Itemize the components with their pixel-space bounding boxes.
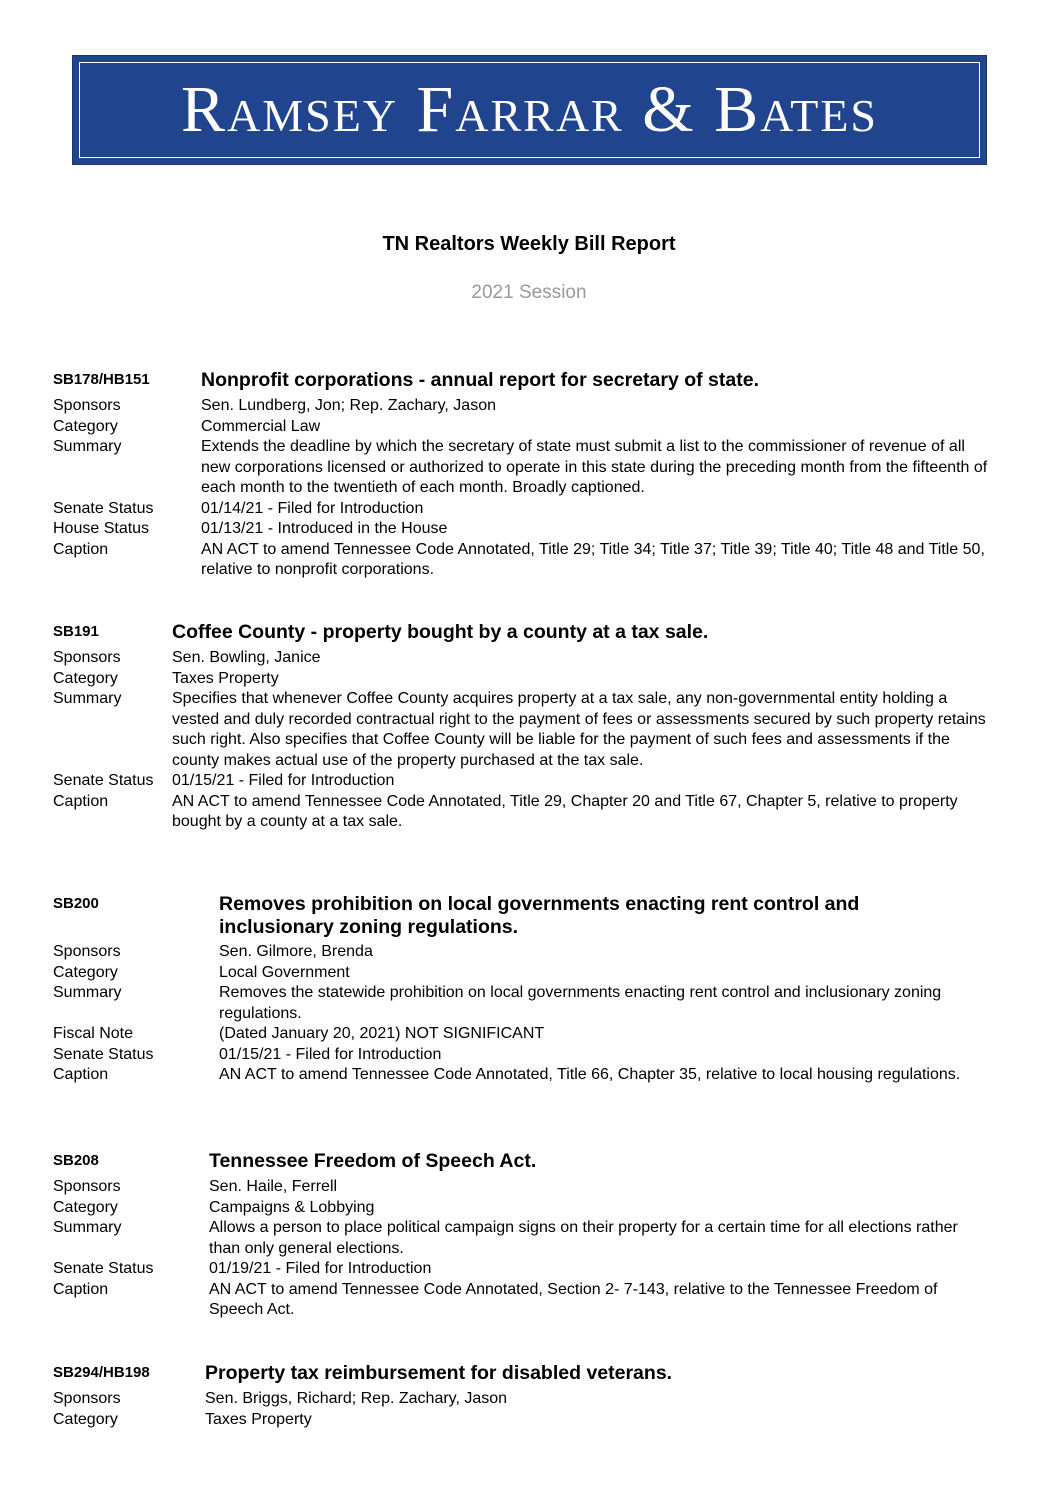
field-value: AN ACT to amend Tennessee Code Annotated, Title 29; Title 34; Title 37; Title 39; Title 40; Title 48 and Title 50, relative to nonprofit corporations. <box>201 540 985 578</box>
field-value: Taxes Property <box>172 669 279 687</box>
field-value: 01/15/21 - Filed for Introduction <box>219 1045 442 1063</box>
bill-field-row <box>53 689 993 771</box>
bill-field-row <box>53 1024 993 1045</box>
bill-entry <box>53 1364 993 1430</box>
field-label: Summary <box>53 984 122 1001</box>
field-label: Category <box>53 963 118 981</box>
field-value: Taxes Property <box>205 1410 312 1428</box>
field-value: (Dated January 20, 2021) NOT SIGNIFICANT <box>219 1025 545 1042</box>
bill-header <box>53 1364 993 1389</box>
bill-field-row <box>53 519 993 540</box>
field-value: 01/15/21 - Filed for Introduction <box>172 772 395 789</box>
field-label: Senate Status <box>53 772 154 789</box>
field-label: Senate Status <box>53 499 154 517</box>
field-value: 01/19/21 - Filed for Introduction <box>209 1260 432 1277</box>
bill-headline: Removes prohibition on local governments enacting rent control and inclusionary zoning regulations. <box>219 893 860 938</box>
field-value: AN ACT to amend Tennessee Code Annotated, Title 29, Chapter 20 and Title 67, Chapter 5, relative to property bought by a county at a tax sale. <box>172 792 958 830</box>
bill-header <box>53 371 993 396</box>
field-value: Removes the statewide prohibition on local governments enacting rent control and inclusionary zoning regulations. <box>219 984 942 1022</box>
bill-number: SB294/HB198 <box>53 1364 150 1381</box>
bill-entry <box>53 1152 993 1321</box>
bill-entry <box>53 371 993 581</box>
bill-field-row <box>53 1410 993 1431</box>
field-label: Senate Status <box>53 1045 154 1063</box>
bill-field-row <box>53 396 993 417</box>
field-label: Summary <box>53 438 122 455</box>
bill-field-row <box>53 1177 993 1198</box>
bill-number: SB208 <box>53 1152 99 1169</box>
field-value: AN ACT to amend Tennessee Code Annotated, Section 2- 7-143, relative to the Tennessee Freedom of Speech Act. <box>209 1280 938 1318</box>
field-value: Allows a person to place political campaign signs on their property for a certain time for all elections rather than only general elections. <box>209 1219 958 1257</box>
bill-field-row <box>53 1280 993 1321</box>
bill-field-row <box>53 983 993 1024</box>
report-title: TN Realtors Weekly Bill Report <box>382 233 676 255</box>
field-value: AN ACT to amend Tennessee Code Annotated, Title 66, Chapter 35, relative to local housing regulations. <box>219 1066 961 1083</box>
bill-headline: Tennessee Freedom of Speech Act. <box>209 1150 537 1172</box>
firm-logo-banner <box>72 55 987 165</box>
field-label: Category <box>53 1410 118 1428</box>
bill-field-row <box>53 499 993 520</box>
bill-field-row <box>53 1198 993 1219</box>
bill-field-row <box>53 963 993 984</box>
bill-field-row <box>53 1218 993 1259</box>
field-label: Caption <box>53 1280 109 1298</box>
bill-field-row <box>53 1065 993 1086</box>
field-value: 01/14/21 - Filed for Introduction <box>201 499 424 517</box>
bill-number: SB178/HB151 <box>53 371 150 388</box>
bill-field-row <box>53 437 993 499</box>
field-value: Sen. Bowling, Janice <box>172 649 321 666</box>
bill-entry <box>53 895 993 1086</box>
bill-header <box>53 1152 993 1177</box>
bill-field-row <box>53 540 993 581</box>
bill-headline: Nonprofit corporations - annual report for secretary of state. <box>201 369 759 391</box>
bill-field-row <box>53 417 993 438</box>
bill-header <box>53 623 993 648</box>
field-label: Caption <box>53 792 109 810</box>
bill-header <box>53 895 993 942</box>
field-label: Sponsors <box>53 1390 121 1407</box>
field-label: Sponsors <box>53 397 121 414</box>
field-value: Commercial Law <box>201 417 321 435</box>
bill-field-row <box>53 771 993 792</box>
field-value: Sen. Briggs, Richard; Rep. Zachary, Jason <box>205 1390 508 1407</box>
field-label: Summary <box>53 690 122 707</box>
field-label: Sponsors <box>53 649 121 666</box>
bill-field-row <box>53 648 993 669</box>
field-label: Senate Status <box>53 1260 154 1277</box>
field-value: Specifies that whenever Coffee County acquires property at a tax sale, any non-governmental entity holding a vested and duly recorded contractual right to the payment of fees or assessments secured by such property retains such right. Also specifies that Coffee County will be liable for the payment of such fees and assessments if the county makes actual use of the property purchased at the tax sale. <box>172 690 986 769</box>
bill-headline: Coffee County - property bought by a county at a tax sale. <box>172 621 709 643</box>
field-label: Fiscal Note <box>53 1025 134 1042</box>
field-label: Caption <box>53 1066 109 1083</box>
field-label: Caption <box>53 540 109 558</box>
field-value: 01/13/21 - Introduced in the House <box>201 520 448 537</box>
report-subtitle: 2021 Session <box>471 282 587 303</box>
bill-field-row <box>53 1045 993 1066</box>
field-label: Category <box>53 417 118 435</box>
field-value: Local Government <box>219 963 350 981</box>
field-value: Sen. Gilmore, Brenda <box>219 943 373 960</box>
bill-field-row <box>53 942 993 963</box>
bill-headline: Property tax reimbursement for disabled veterans. <box>205 1362 673 1384</box>
field-label: Sponsors <box>53 1178 121 1195</box>
bill-field-row <box>53 1389 993 1410</box>
bill-entry <box>53 623 993 833</box>
field-label: Category <box>53 1198 118 1216</box>
field-value: Sen. Lundberg, Jon; Rep. Zachary, Jason <box>201 397 496 414</box>
field-value: Campaigns & Lobbying <box>209 1198 375 1216</box>
bill-field-row <box>53 792 993 833</box>
field-label: Sponsors <box>53 943 121 960</box>
bill-number: SB200 <box>53 895 99 912</box>
bill-field-row <box>53 669 993 690</box>
field-label: Summary <box>53 1219 122 1236</box>
firm-name: Ramsey Farrar & Bates <box>181 73 878 146</box>
field-label: House Status <box>53 520 150 537</box>
firm-logo-frame <box>79 62 980 158</box>
field-value: Sen. Haile, Ferrell <box>209 1178 338 1195</box>
bill-number: SB191 <box>53 623 99 640</box>
field-value: Extends the deadline by which the secretary of state must submit a list to the commissioner of revenue of all new corporations licensed or authorized to operate in this state during the preceding month from the fifteenth of each month to the twentieth of each month. Broadly captioned. <box>201 438 988 496</box>
bill-field-row <box>53 1259 993 1280</box>
field-label: Category <box>53 669 118 687</box>
